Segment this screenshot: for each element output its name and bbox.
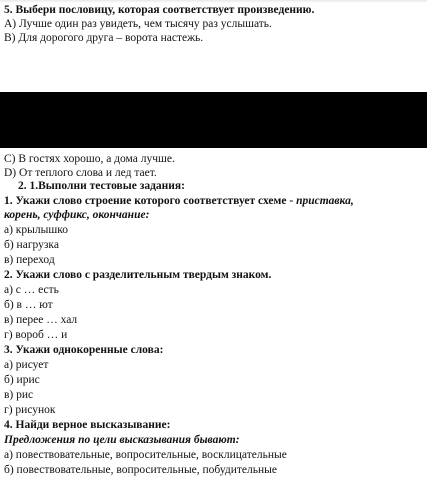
question-3-option-c: в) рис	[4, 389, 34, 401]
question-4-prompt: Предложения по цели высказывания бывают:	[4, 434, 240, 446]
question-1-option-c: в) переход	[4, 254, 55, 266]
question-3-title: 3. Укажи однокоренные слова:	[4, 344, 164, 356]
question-3-option-d: г) рисунок	[4, 404, 56, 416]
question-2-option-c: в) перее … хал	[4, 314, 78, 326]
question-1-title-scheme: приставка,	[296, 195, 354, 207]
question-4-option-b: б) повествовательные, вопросительные, побудительные	[4, 464, 277, 476]
question-2-option-d: г) вороб … и	[4, 329, 68, 341]
question-1-option-b: б) нагрузка	[4, 239, 59, 251]
question-2-option-b: б) в … ют	[4, 299, 53, 311]
question-1-title-main: 1. Укажи слово строение которого соответствует схеме -	[4, 195, 297, 207]
question-4-option-a: а) повествовательные, вопросительные, восклицательные	[4, 449, 287, 461]
question-3-option-a: а) рисует	[4, 359, 49, 371]
question-1-option-a: а) крылышко	[4, 224, 68, 236]
question-5-option-c: С) В гостях хорошо, а дома лучше.	[4, 153, 175, 165]
question-2-title: 2. Укажи слово с разделительным твердым знаком.	[4, 269, 272, 281]
question-2-option-a: а) с … есть	[4, 284, 59, 296]
black-separator-band	[0, 92, 427, 148]
question-3-option-b: б) ирис	[4, 374, 40, 386]
question-1-title-continued: корень, суффикс, окончание:	[4, 209, 150, 221]
section-title: 2. 1.Выполни тестовые задания:	[18, 180, 185, 192]
question-5-option-d: D) От теплого слова и лед тает.	[4, 167, 157, 179]
question-1-title	[4, 194, 427, 209]
question-4-title: 4. Найди верное высказывание:	[4, 419, 171, 431]
question-5-option-b: В) Для дорогого друга – ворота настежь.	[4, 32, 204, 44]
question-5-option-a: А) Лучше один раз увидеть, чем тысячу раз услышать.	[4, 18, 272, 30]
question-5-title: 5. Выбери пословицу, которая соответствует произведению.	[4, 4, 315, 16]
